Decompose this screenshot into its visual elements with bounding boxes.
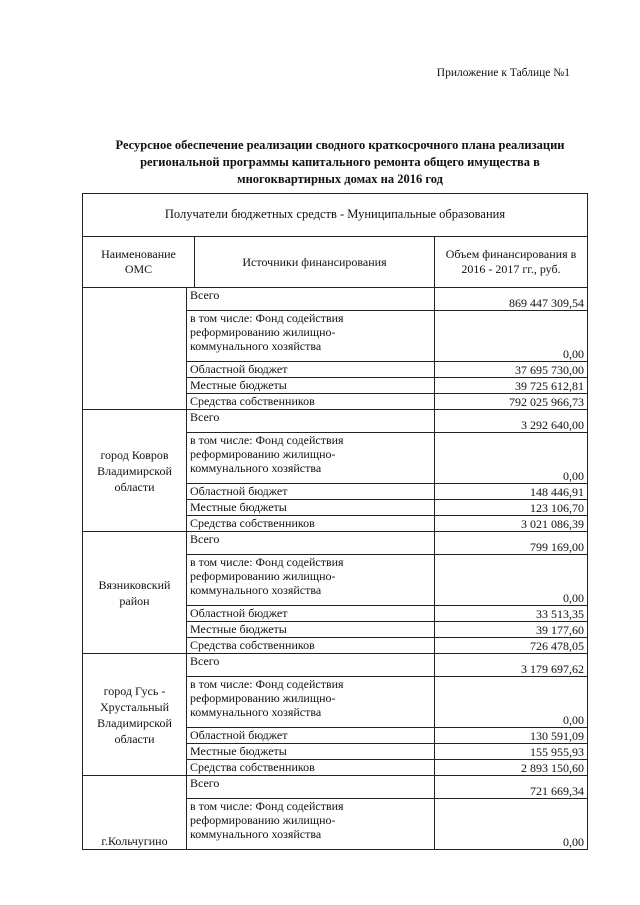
amount-cell: 869 447 309,54 xyxy=(509,296,584,310)
table-row xyxy=(187,677,587,728)
fund-line: реформированию жилищно- xyxy=(190,447,336,461)
column-header-name xyxy=(83,237,195,287)
fund-line: реформированию жилищно- xyxy=(190,569,336,583)
amount-cell: 155 955,93 xyxy=(530,745,584,759)
amount-cell: 0,00 xyxy=(563,713,584,727)
table-row xyxy=(187,744,587,760)
source-cell xyxy=(187,311,435,361)
amount-cell: 799 169,00 xyxy=(530,540,584,554)
source-cell: Местные бюджеты xyxy=(187,744,435,759)
amount-cell: 3 292 640,00 xyxy=(521,418,584,432)
header-line: ОМС xyxy=(124,262,153,276)
title-line: региональной программы капитального ремонта общего имущества в xyxy=(140,155,540,169)
source-cell: Средства собственников xyxy=(187,638,435,653)
fund-line: коммунального хозяйства xyxy=(190,339,322,353)
fund-line: реформированию жилищно- xyxy=(190,691,336,705)
source-cell xyxy=(187,433,435,483)
table-row xyxy=(187,776,587,799)
fund-line: коммунального хозяйства xyxy=(190,461,322,475)
source-cell: Местные бюджеты xyxy=(187,622,435,637)
oms-block xyxy=(83,654,587,776)
fund-line: реформированию жилищно- xyxy=(190,325,336,339)
source-cell: Областной бюджет xyxy=(187,606,435,621)
amount-cell: 721 669,34 xyxy=(530,784,584,798)
oms-name: город Гусь - Хрустальный Владимирской области xyxy=(83,654,187,775)
source-cell: Всего xyxy=(187,532,435,554)
amount-cell: 3 021 086,39 xyxy=(521,517,584,531)
oms-block xyxy=(83,410,587,532)
oms-rows xyxy=(187,532,587,653)
fund-line: реформированию жилищно- xyxy=(190,813,336,827)
column-headers xyxy=(83,237,587,288)
source-cell: Средства собственников xyxy=(187,760,435,775)
column-header-source: Источники финансирования xyxy=(195,237,435,287)
amount-cell: 130 591,09 xyxy=(530,729,584,743)
amount-cell: 2 893 150,60 xyxy=(521,761,584,775)
source-cell xyxy=(187,677,435,727)
table-row xyxy=(187,311,587,362)
fund-line: в том числе: Фонд содействия xyxy=(190,555,344,569)
table-body xyxy=(83,288,587,849)
source-cell: Областной бюджет xyxy=(187,484,435,499)
oms-rows xyxy=(187,410,587,531)
oms-rows xyxy=(187,776,587,849)
amount-cell: 37 695 730,00 xyxy=(515,363,584,377)
header-line: Объем финансирования в xyxy=(445,247,577,261)
amount-cell: 0,00 xyxy=(563,835,584,849)
title-line: многоквартирных домах на 2016 год xyxy=(237,172,443,186)
oms-name: город Ковров Владимирской области xyxy=(83,410,187,531)
oms-block xyxy=(83,288,587,410)
fund-line: коммунального хозяйства xyxy=(190,705,322,719)
source-cell: Местные бюджеты xyxy=(187,378,435,393)
oms-name xyxy=(83,288,187,409)
table-row xyxy=(187,394,587,409)
table-row xyxy=(187,484,587,500)
amount-cell: 33 513,35 xyxy=(536,607,584,621)
table-row xyxy=(187,500,587,516)
table-row xyxy=(187,760,587,775)
table-row xyxy=(187,728,587,744)
fund-line: в том числе: Фонд содействия xyxy=(190,799,344,813)
source-cell: Средства собственников xyxy=(187,516,435,531)
financing-table xyxy=(82,193,588,850)
source-cell: Областной бюджет xyxy=(187,362,435,377)
oms-block xyxy=(83,532,587,654)
amount-cell: 123 106,70 xyxy=(530,501,584,515)
header-line: Наименование xyxy=(101,247,176,261)
oms-rows xyxy=(187,288,587,409)
source-cell: Всего xyxy=(187,654,435,676)
source-cell: Средства собственников xyxy=(187,394,435,409)
source-cell: Всего xyxy=(187,410,435,432)
amount-cell: 39 177,60 xyxy=(536,623,584,637)
source-cell: Областной бюджет xyxy=(187,728,435,743)
amount-cell: 0,00 xyxy=(563,591,584,605)
table-row xyxy=(187,516,587,531)
oms-name: г.Кольчугино xyxy=(83,776,187,849)
table-row xyxy=(187,378,587,394)
fund-line: в том числе: Фонд содействия xyxy=(190,677,344,691)
amount-cell: 39 725 612,81 xyxy=(515,379,584,393)
amount-cell: 0,00 xyxy=(563,469,584,483)
fund-line: в том числе: Фонд содействия xyxy=(190,311,344,325)
appendix-label: Приложение к Таблице №1 xyxy=(436,67,570,79)
amount-cell: 3 179 697,62 xyxy=(521,662,584,676)
table-row xyxy=(187,555,587,606)
table-row xyxy=(187,606,587,622)
source-cell: Местные бюджеты xyxy=(187,500,435,515)
oms-name: Вязниковский район xyxy=(83,532,187,653)
table-row xyxy=(187,362,587,378)
amount-cell: 148 446,91 xyxy=(530,485,584,499)
fund-line: коммунального хозяйства xyxy=(190,827,322,841)
amount-cell: 0,00 xyxy=(563,347,584,361)
source-cell: Всего xyxy=(187,776,435,798)
source-cell xyxy=(187,799,435,849)
table-row xyxy=(187,532,587,555)
table-row xyxy=(187,638,587,653)
oms-rows xyxy=(187,654,587,775)
column-header-amount xyxy=(435,237,587,287)
fund-line: в том числе: Фонд содействия xyxy=(190,433,344,447)
table-row xyxy=(187,433,587,484)
fund-line: коммунального хозяйства xyxy=(190,583,322,597)
table-row xyxy=(187,288,587,311)
amount-cell: 792 025 966,73 xyxy=(509,395,584,409)
table-row xyxy=(187,410,587,433)
header-line: 2016 - 2017 гг., руб. xyxy=(461,262,561,276)
amount-cell: 726 478,05 xyxy=(530,639,584,653)
source-cell: Всего xyxy=(187,288,435,310)
oms-block xyxy=(83,776,587,849)
table-row xyxy=(187,654,587,677)
source-cell xyxy=(187,555,435,605)
table-row xyxy=(187,622,587,638)
recipients-header: Получатели бюджетных средств - Муниципальные образования xyxy=(83,194,587,237)
document-title xyxy=(80,137,600,188)
table-row xyxy=(187,799,587,849)
title-line: Ресурсное обеспечение реализации сводного краткосрочного плана реализации xyxy=(115,138,565,152)
